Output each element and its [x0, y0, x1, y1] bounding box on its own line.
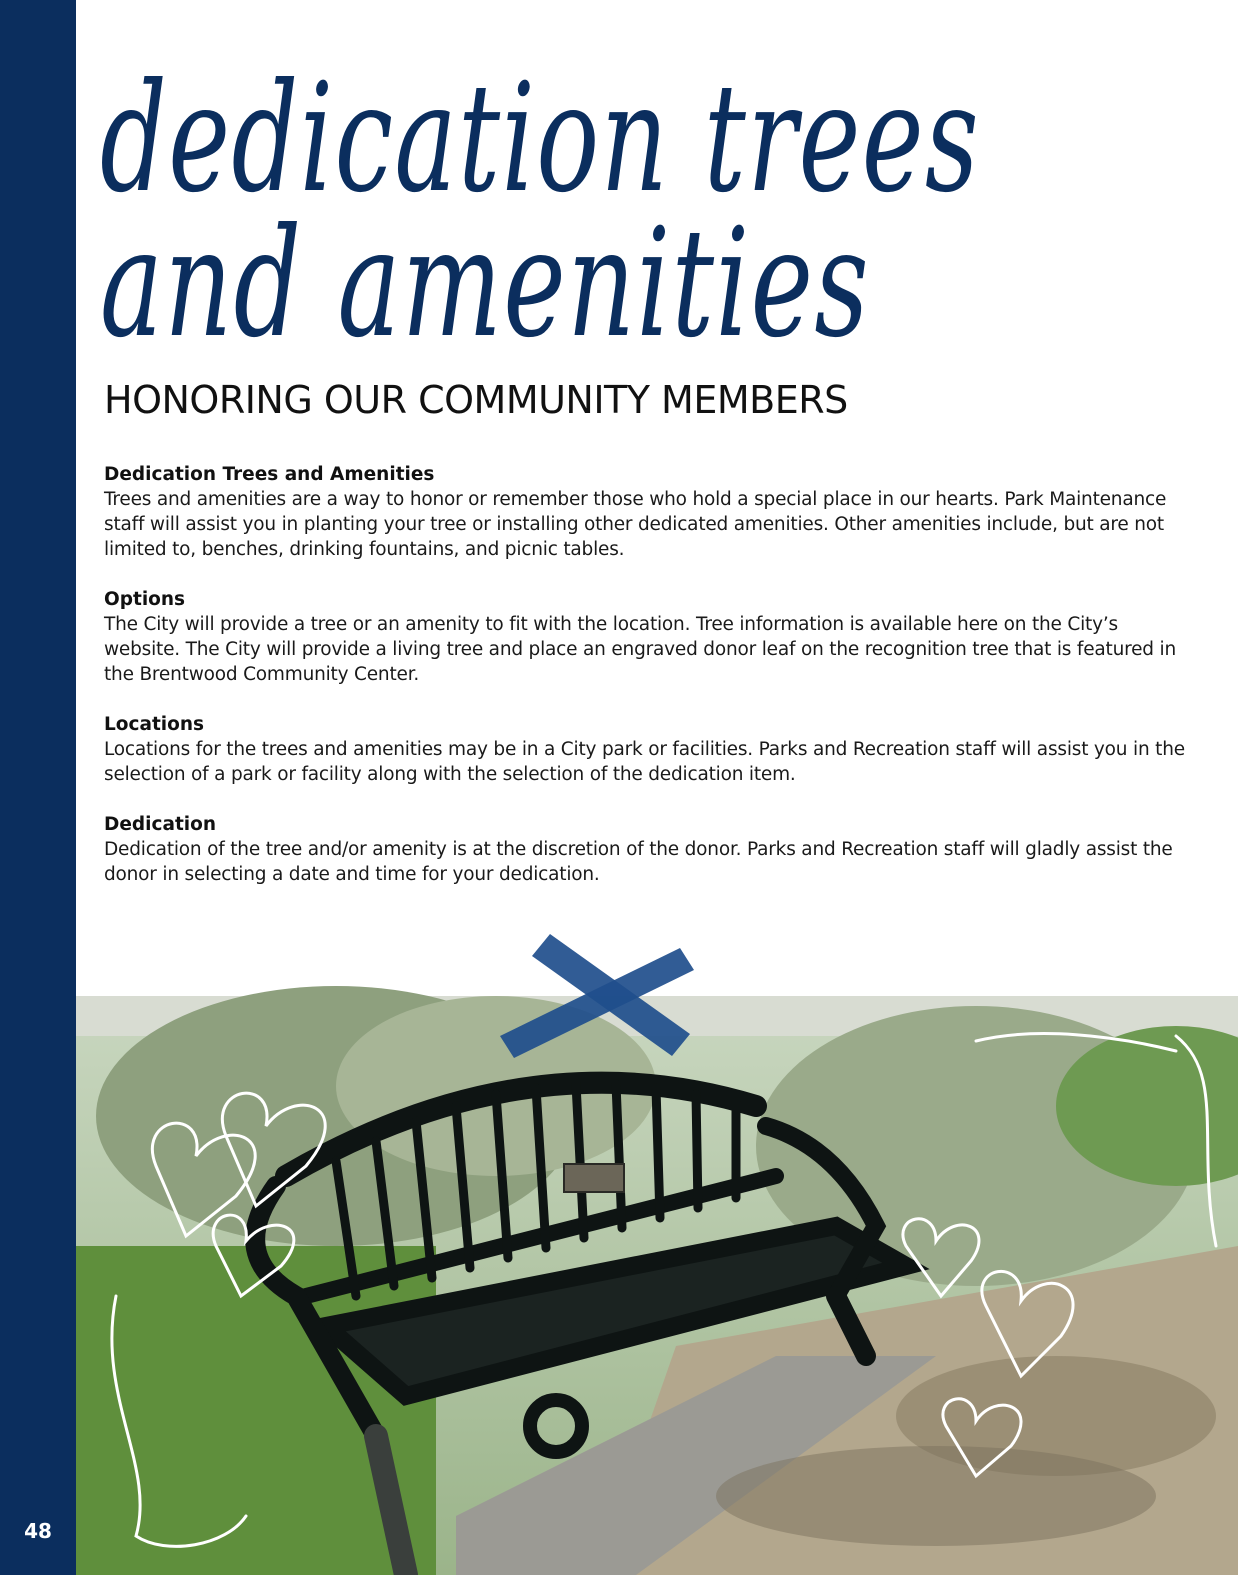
- section-body: Trees and amenities are a way to honor or remember those who hold a special place in our hearts. Park Maintenance staff will assist you in planting your tree or installing other dedicated amenities. Other amenities include, but are not limited to, benches, drinking fountains, and picnic tables.: [104, 489, 1167, 560]
- section-body: The City will provide a tree or an amenity to fit with the location. Tree information is available here on the City’s website. The City will provide a living tree and place an engraved donor leaf on the recognition tree that is featured in the Brentwood Community Center.: [104, 614, 1176, 685]
- bench-photo: [76, 996, 1238, 1575]
- section-dedication: [104, 812, 1194, 887]
- script-title: [96, 30, 1096, 380]
- side-bar: [0, 0, 76, 1575]
- section-heading: Dedication Trees and Amenities: [104, 464, 435, 485]
- section-heading: Locations: [104, 714, 205, 735]
- section-heading: Dedication: [104, 814, 217, 835]
- section-body: Locations for the trees and amenities may be in a City park or facilities. Parks and Recreation staff will assist you in the selection of a park or facility along with the selection of the dedication item.: [104, 739, 1185, 785]
- subtitle: HONORING OUR COMMUNITY MEMBERS: [104, 378, 848, 422]
- tape-cross: [490, 928, 730, 1068]
- section-heading: Options: [104, 589, 186, 610]
- page-number: 48: [24, 1519, 52, 1543]
- script-title-line-2: and amenities: [100, 197, 870, 371]
- script-title-line-1: dedication trees: [100, 52, 980, 226]
- section-options: [104, 587, 1194, 687]
- section-body: Dedication of the tree and/or amenity is at the discretion of the donor. Parks and Recreation staff will gladly assist the donor in selecting a date and time for your dedication.: [104, 839, 1173, 885]
- section-locations: [104, 712, 1194, 787]
- section-dedication-trees: [104, 462, 1194, 562]
- content-sections: [104, 462, 1194, 912]
